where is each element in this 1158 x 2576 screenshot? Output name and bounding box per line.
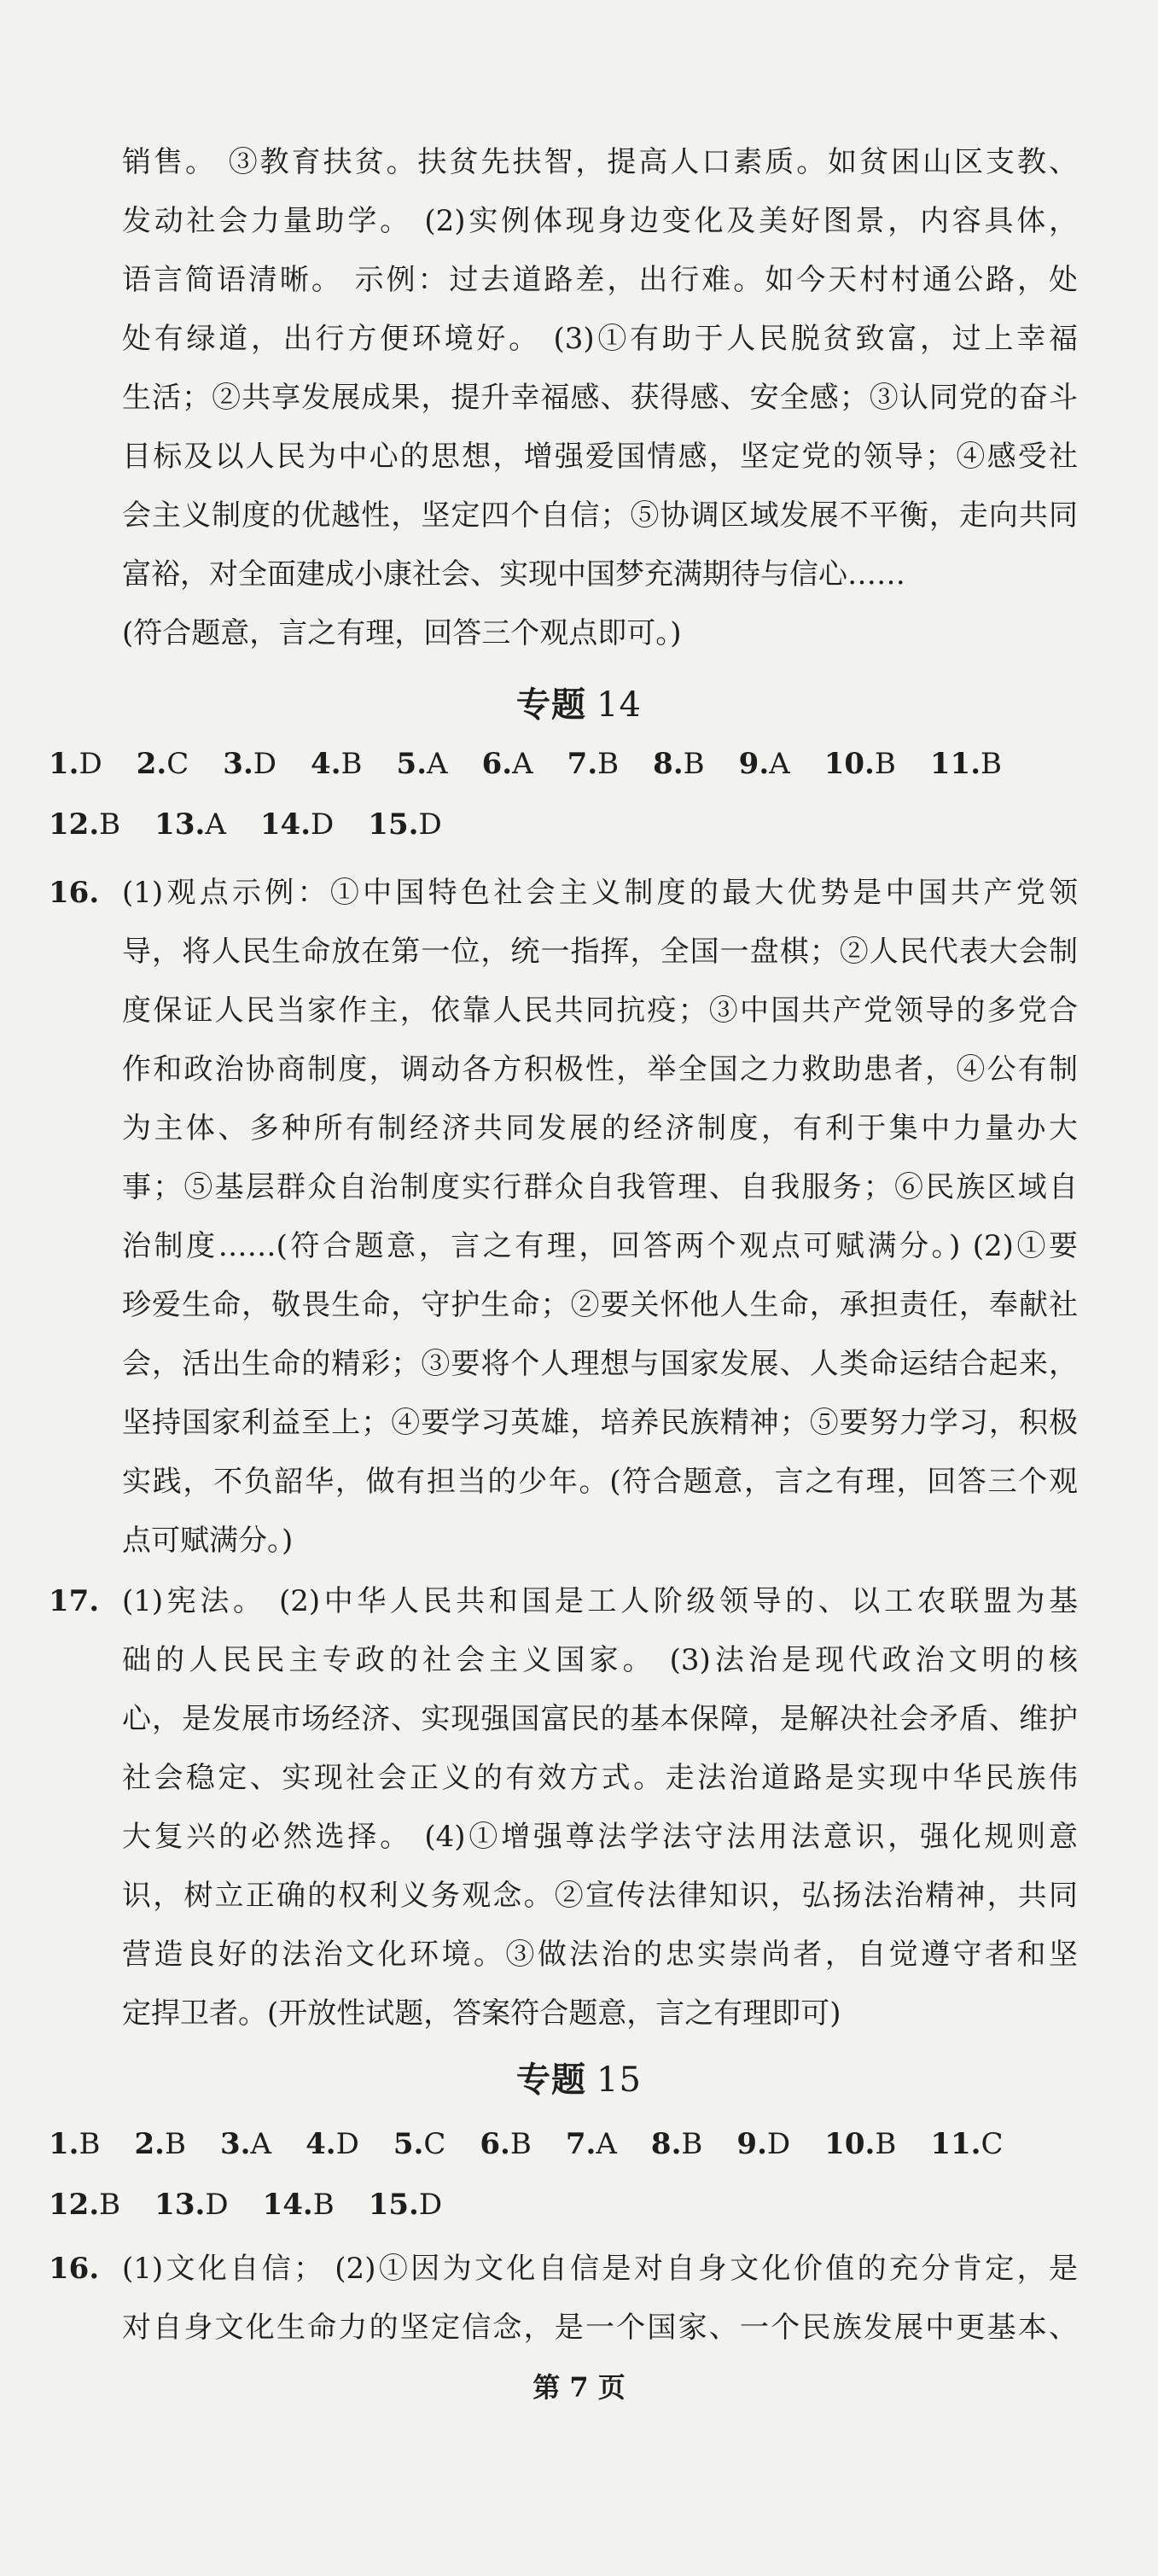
- question-number: 1.: [49, 747, 79, 781]
- paragraph: [122, 604, 1078, 663]
- answer-item: [137, 735, 189, 794]
- text-line: 定捍卫者。(开放性试题，答案符合题意，言之有理即可): [122, 1996, 841, 2031]
- multiple-choice-answers: [49, 2115, 1158, 2235]
- answer-item: [566, 2115, 617, 2174]
- answer-item: [397, 735, 448, 794]
- paragraph: [122, 864, 1078, 1571]
- text-line: 作和政治协商制度，调动各方积极性，举全国之力救助患者，④公有制: [122, 1052, 1078, 1087]
- answer-letter: B: [312, 2188, 335, 2222]
- answer-item: [369, 2176, 442, 2235]
- answer-letter: B: [165, 2127, 186, 2161]
- answer-item: [736, 2115, 790, 2174]
- question-number: 6.: [480, 2127, 510, 2161]
- text-line: 实践，不负韶华，做有担当的少年。(符合题意，言之有理，回答三个观: [122, 1465, 1078, 1499]
- answer-row: [49, 735, 1158, 794]
- answer-letter: B: [509, 2127, 532, 2161]
- continued-answer-text: [122, 133, 1078, 663]
- answer-letter: B: [340, 747, 363, 781]
- answer-item: [154, 2176, 228, 2235]
- question-number: 11.: [929, 747, 981, 781]
- question-number: 10.: [823, 747, 875, 781]
- question-answer-text: [122, 2240, 1078, 2357]
- question-number: 3.: [223, 747, 253, 781]
- question-number: 17.: [49, 1584, 100, 1618]
- text-line: 目标及以人民为中心的思想，增强爱国情感，坚定党的领导；④感受社: [122, 440, 1078, 474]
- question-number: 4.: [306, 2127, 336, 2161]
- text-line: 语言简语清晰。 示例：过去道路差，出行难。如今天村村通公路，处: [122, 263, 1078, 297]
- answer-item: [154, 796, 226, 854]
- answer-letter: D: [418, 807, 442, 842]
- question-number: 12.: [49, 2188, 100, 2222]
- answer-item: [49, 735, 102, 794]
- question-16: [0, 2240, 1158, 2357]
- answer-letter: D: [335, 2127, 359, 2161]
- section-heading-label: 专题: [516, 2060, 587, 2100]
- question-number: 5.: [393, 2127, 424, 2161]
- page-number: 第 7 页: [532, 2371, 626, 2404]
- answer-letter: D: [79, 747, 102, 781]
- answer-letter: C: [423, 2127, 446, 2161]
- text-line: 导，将人民生命放在第一位，统一指挥，全国一盘棋；②人民代表大会制: [122, 935, 1078, 969]
- text-line: 大复兴的必然选择。 (4)①增强尊法学法守法用法意识，强化规则意: [122, 1820, 1078, 1854]
- answer-item: [306, 2115, 359, 2174]
- answer-letter: D: [418, 2188, 443, 2222]
- question-number: 1.: [49, 2127, 79, 2161]
- text-line: 珍爱生命，敬畏生命，守护生命；②要关怀他人生命，承担责任，奉献社: [122, 1288, 1078, 1322]
- question-number: 15.: [368, 2188, 419, 2222]
- section-heading-number: 15: [596, 2060, 642, 2100]
- multiple-choice-answers: [49, 735, 1158, 854]
- answer-item: [135, 2115, 187, 2174]
- answer-item: [930, 2115, 1003, 2174]
- answer-item: [263, 2176, 335, 2235]
- answer-letter: B: [874, 747, 896, 781]
- text-line: 会，活出生命的精彩；③要将个人理想与国家发展、人类命运结合起来，: [122, 1347, 1078, 1381]
- text-line: 治制度……(符合题意，言之有理，回答两个观点可赋满分。) (2)①要: [122, 1229, 1078, 1263]
- question-number: 6.: [481, 747, 513, 781]
- text-line: 点可赋满分。): [122, 1524, 294, 1558]
- answer-item: [739, 735, 790, 794]
- text-line: (1)宪法。 (2)中华人民共和国是工人阶级领导的、以工农联盟为基: [122, 1584, 1078, 1618]
- answer-item: [260, 796, 334, 854]
- text-line: (1)观点示例：①中国特色社会主义制度的最大优势是中国共产党领: [122, 876, 1078, 910]
- question-number: 9.: [736, 2127, 767, 2161]
- answer-item: [311, 735, 363, 794]
- section-heading-label: 专题: [516, 685, 587, 725]
- answer-item: [824, 735, 896, 794]
- text-line: 营造良好的法治文化环境。③做法治的忠实崇尚者，自觉遵守者和坚: [122, 1938, 1078, 1972]
- answer-letter: A: [427, 747, 448, 781]
- answer-row: [49, 796, 1158, 854]
- paragraph: [122, 133, 1078, 604]
- question-number: 16.: [49, 876, 100, 910]
- paragraph: [122, 2240, 1078, 2357]
- question-number: 13.: [154, 2188, 206, 2222]
- answer-letter: B: [99, 807, 121, 842]
- section-heading-14: [0, 675, 1158, 735]
- question-number: 4.: [311, 747, 341, 781]
- answer-letter: B: [597, 747, 620, 781]
- answer-letter: B: [875, 2127, 897, 2161]
- text-line: (1)文化自信； (2)①因为文化自信是对自身文化价值的充分肯定，是: [122, 2252, 1078, 2286]
- answer-letter: D: [311, 807, 335, 842]
- answer-item: [393, 2115, 446, 2174]
- paragraph: [122, 1572, 1078, 2043]
- answer-letter: C: [981, 2127, 1004, 2161]
- answer-letter: A: [769, 747, 790, 781]
- answer-item: [49, 2115, 101, 2174]
- question-number: 7.: [567, 747, 598, 781]
- answer-letter: A: [205, 807, 226, 842]
- answer-letter: B: [681, 2127, 703, 2161]
- answer-item: [651, 2115, 703, 2174]
- answer-item: [930, 735, 1002, 794]
- question-number: 11.: [930, 2127, 981, 2161]
- question-answer-text: [122, 1572, 1078, 2043]
- text-line: 度保证人民当家作主，依靠人民共同抗疫；③中国共产党领导的多党合: [122, 994, 1078, 1028]
- answer-letter: C: [166, 747, 189, 781]
- answer-letter: B: [99, 2188, 121, 2222]
- text-line: 富裕，对全面建成小康社会、实现中国梦充满期待与信心……: [122, 557, 905, 592]
- question-number: 9.: [738, 747, 770, 781]
- text-line: 识，树立正确的权利义务观念。②宣传法律知识，弘扬法治精神，共同: [122, 1879, 1078, 1913]
- text-line: 生活；②共享发展成果，提升幸福感、获得感、安全感；③认同党的奋斗: [122, 381, 1078, 415]
- question-number: 16.: [49, 2252, 100, 2286]
- question-number: 2.: [136, 747, 167, 781]
- answer-letter: B: [981, 747, 1003, 781]
- text-line: 对自身文化生命力的坚定信念，是一个国家、一个民族发展中更基本、: [122, 2311, 1078, 2345]
- answer-item: [480, 2115, 532, 2174]
- answer-item: [653, 735, 705, 794]
- text-line: 心，是发展市场经济、实现强国富民的基本保障，是解决社会矛盾、维护: [122, 1702, 1078, 1736]
- answer-item: [220, 2115, 271, 2174]
- question-number: 14.: [259, 807, 311, 842]
- question-number: 14.: [262, 2188, 313, 2222]
- text-line: 础的人民民主专政的社会主义国家。 (3)法治是现代政治文明的核: [122, 1643, 1078, 1677]
- answer-row: [49, 2115, 1158, 2174]
- question-16: [0, 864, 1158, 1571]
- answer-letter: D: [766, 2127, 791, 2161]
- text-line: 事；⑤基层群众自治制度实行群众自我管理、自我服务；⑥民族区域自: [122, 1170, 1078, 1204]
- question-number: 3.: [220, 2127, 251, 2161]
- question-17: [0, 1572, 1158, 2043]
- answer-item: [49, 796, 120, 854]
- answer-row: [49, 2176, 1158, 2235]
- question-number: 2.: [134, 2127, 165, 2161]
- answer-item: [223, 735, 276, 794]
- text-line: (符合题意，言之有理，回答三个观点即可。): [122, 616, 682, 650]
- text-line: 处有绿道，出行方便环境好。 (3)①有助于人民脱贫致富，过上幸福: [122, 322, 1078, 356]
- question-number: 12.: [49, 807, 100, 842]
- question-number: 7.: [565, 2127, 596, 2161]
- question-number: 8.: [653, 747, 684, 781]
- question-number: 15.: [368, 807, 419, 842]
- section-heading-15: [0, 2050, 1158, 2110]
- question-number: 13.: [154, 807, 206, 842]
- answer-letter: B: [683, 747, 705, 781]
- question-number: 8.: [650, 2127, 682, 2161]
- answer-item: [482, 735, 533, 794]
- answer-letter: A: [596, 2127, 617, 2161]
- answer-letter: A: [512, 747, 533, 781]
- answer-letter: D: [253, 747, 277, 781]
- text-line: 会主义制度的优越性，坚定四个自信；⑤协调区域发展不平衡，走向共同: [122, 498, 1078, 533]
- answer-item: [49, 2176, 120, 2235]
- text-line: 销售。 ③教育扶贫。扶贫先扶智，提高人口素质。如贫困山区支教、: [122, 145, 1078, 179]
- text-line: 坚持国家利益至上；④要学习英雄，培养民族精神；⑤要努力学习，积极: [122, 1406, 1078, 1440]
- answer-letter: D: [205, 2188, 229, 2222]
- answer-item: [824, 2115, 896, 2174]
- text-line: 社会稳定、实现社会正义的有效方式。走法治道路是实现中华民族伟: [122, 1761, 1078, 1795]
- answer-letter: B: [79, 2127, 101, 2161]
- question-number: 5.: [396, 747, 428, 781]
- question-answer-text: [122, 864, 1078, 1571]
- text-line: 发动社会力量助学。 (2)实例体现身边变化及美好图景，内容具体，: [122, 204, 1078, 238]
- section-heading-number: 14: [596, 685, 642, 725]
- answer-item: [368, 796, 441, 854]
- text-line: 为主体、多种所有制经济共同发展的经济制度，有利于集中力量办大: [122, 1111, 1078, 1145]
- answer-letter: A: [250, 2127, 272, 2161]
- answer-item: [567, 735, 620, 794]
- question-number: 10.: [824, 2127, 876, 2161]
